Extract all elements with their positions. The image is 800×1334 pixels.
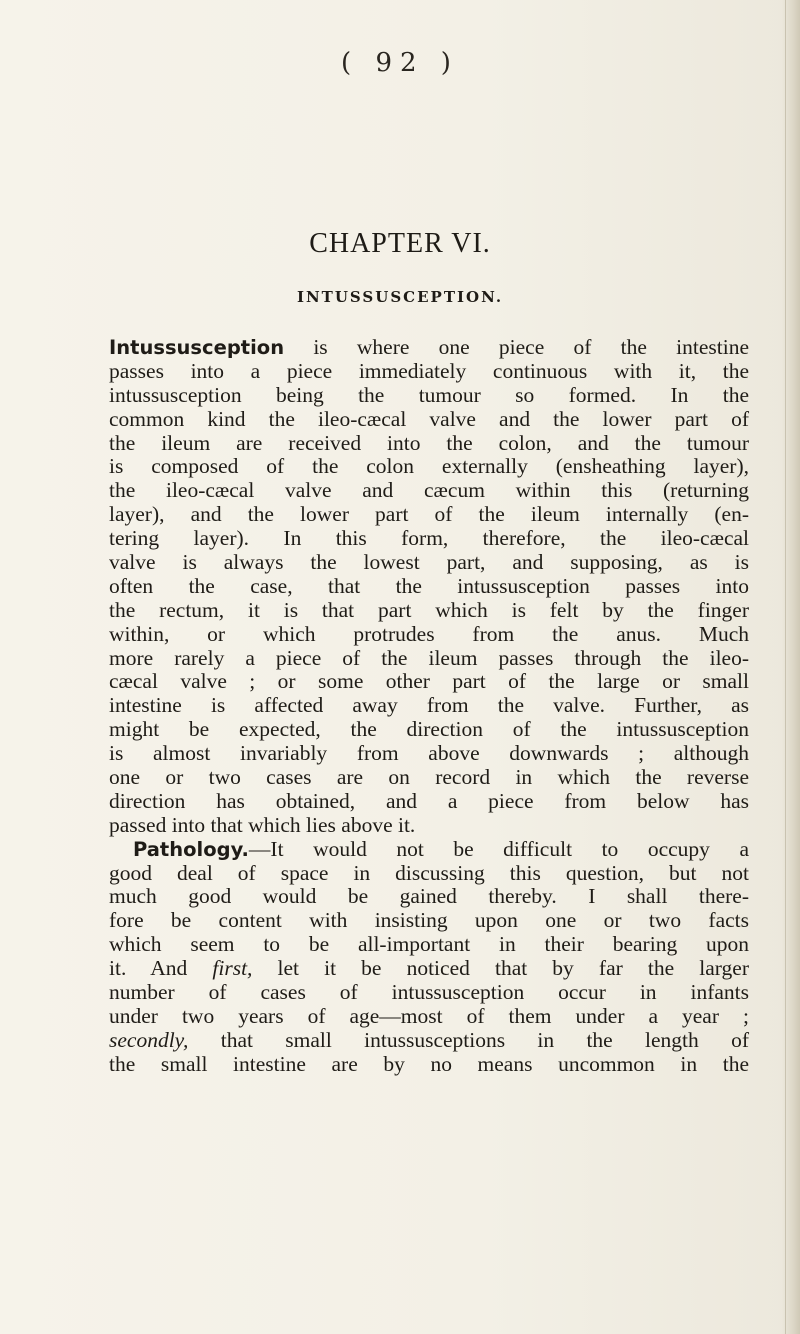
text-line-rest: is where one piece of the intestine — [284, 335, 749, 359]
emphasis-secondly: secondly, — [109, 1027, 189, 1052]
text-line: number of cases of intussusception occur in infants — [109, 980, 749, 1005]
text-line: often the case, that the intussusception passes into — [109, 573, 749, 598]
text-line: within, or which protrudes from the anus. Much — [109, 621, 749, 646]
text-line: more rarely a piece of the ileum passes through the ileo- — [109, 645, 749, 670]
page-number: ( 92 ) — [341, 48, 459, 78]
text-line: the ileum are received into the colon, and the tumour — [109, 430, 749, 455]
text-fragment: it. And — [109, 956, 213, 981]
emphasis-first: first, — [212, 956, 253, 981]
text-line: under two years of age—most of them under a year ; — [109, 1003, 749, 1028]
text-line: fore be content with insisting upon one or two facts — [109, 908, 749, 933]
text-line: intussusception being the tumour so formed. In the — [109, 382, 749, 407]
text-line: valve is always the lowest part, and supposing, as is — [109, 550, 749, 575]
text-line: layer), and the lower part of the ileum internally (en- — [109, 502, 749, 527]
text-line-rest: —It would not be difficult to occupy a — [248, 836, 749, 861]
text-line: might be expected, the direction of the intussusception — [109, 717, 749, 742]
section-title: INTUSSUSCEPTION. — [296, 288, 504, 306]
text-line: is almost invariably from above downwards ; although — [109, 741, 749, 766]
text-line: is composed of the colon externally (ensheathing layer), — [109, 454, 749, 479]
text-line — [109, 957, 749, 981]
text-fragment: that small intussusceptions in the length of — [188, 1027, 749, 1052]
text-line: intestine is affected away from the valve. Further, as — [109, 693, 749, 718]
text-line — [109, 838, 749, 862]
text-line: good deal of space in discussing this question, but not — [109, 860, 749, 885]
text-line: direction has obtained, and a piece from below has — [109, 788, 749, 813]
text-line: the rectum, it is that part which is felt by the finger — [109, 597, 749, 622]
body-text — [109, 336, 749, 1077]
text-line: which seem to be all-important in their bearing upon — [109, 932, 749, 957]
text-line: the ileo-cæcal valve and cæcum within this (returning — [109, 478, 749, 503]
chapter-title: CHAPTER VI. — [309, 228, 491, 259]
text-line: passed into that which lies above it. — [109, 812, 416, 837]
paragraph-lead-term: Intussusception — [109, 336, 285, 359]
text-line: passes into a piece immediately continuous with it, the — [109, 358, 749, 383]
paragraph-lead-term: Pathology. — [133, 837, 249, 861]
text-line: tering layer). In this form, therefore, the ileo-cæcal — [109, 526, 749, 551]
text-line: the small intestine are by no means uncommon in the — [109, 1051, 749, 1076]
page-edge-line — [785, 0, 786, 1334]
text-line: one or two cases are on record in which the reverse — [109, 765, 749, 790]
text-line — [109, 336, 749, 360]
text-line: much good would be gained thereby. I shall there- — [109, 884, 749, 909]
text-line: common kind the ileo-cæcal valve and the lower part of — [109, 406, 749, 431]
text-line: cæcal valve ; or some other part of the large or small — [109, 669, 749, 694]
text-line — [109, 1029, 749, 1053]
text-fragment: let it be noticed that by far the larger — [252, 956, 749, 981]
